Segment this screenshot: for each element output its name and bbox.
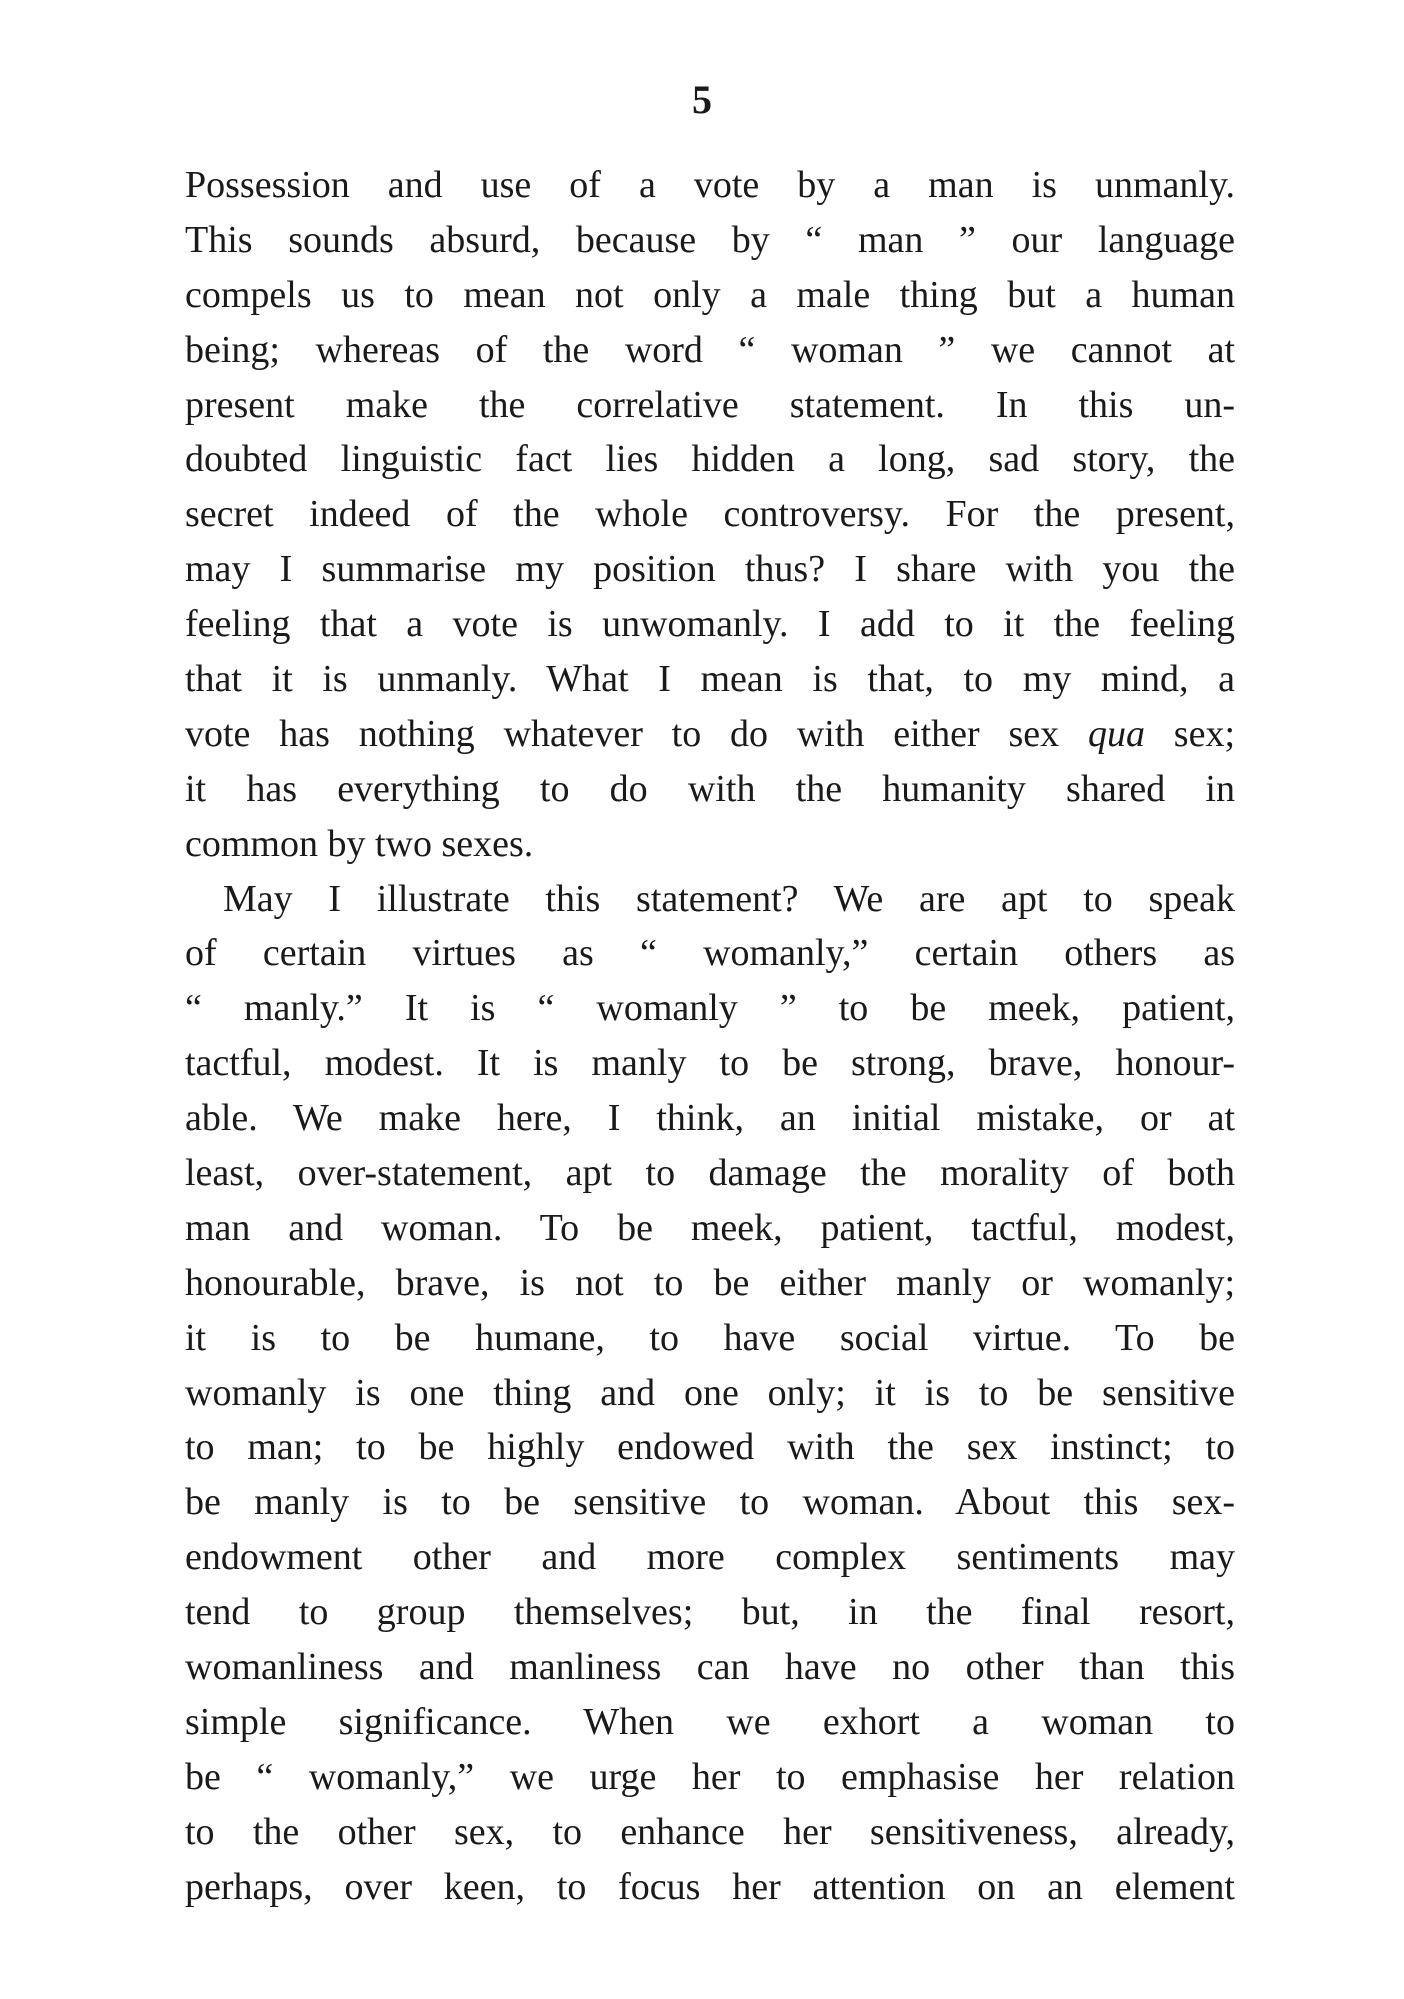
text-line: man and woman. To be meek, patient, tactful, modest, [185, 1206, 1235, 1249]
text-line: able. We make here, I think, an initial mistake, or at [185, 1097, 1235, 1140]
text-line: it has everything to do with the humanity shared in [185, 767, 1235, 810]
text-line: vote has nothing whatever to do with either sex qua sex; [185, 712, 1236, 755]
text-line: This sounds absurd, because by “ man ” our language [185, 218, 1235, 261]
text-line: simple significance. When we exhort a woman to [185, 1700, 1235, 1743]
text-line: least, over-statement, apt to damage the morality of both [185, 1152, 1235, 1195]
text-line: that it is unmanly. What I mean is that, to my mind, a [185, 658, 1235, 701]
text-line: perhaps, over keen, to focus her attention on an element [185, 1865, 1235, 1908]
text-line: to the other sex, to enhance her sensitiveness, already, [185, 1810, 1235, 1853]
text-line: common by two sexes. [185, 822, 534, 865]
page-number: 5 [692, 77, 712, 122]
text-line: compels us to mean not only a male thing but a human [185, 273, 1235, 316]
text-line: feeling that a vote is unwomanly. I add to it the feeling [185, 603, 1235, 646]
text-line: of certain virtues as “ womanly,” certain others as [185, 932, 1235, 975]
text-line: honourable, brave, is not to be either manly or womanly; [185, 1261, 1235, 1304]
text-line: present make the correlative statement. In this un- [185, 383, 1235, 426]
text-line: womanly is one thing and one only; it is to be sensitive [185, 1371, 1235, 1414]
text-line: be manly is to be sensitive to woman. About this sex- [185, 1481, 1235, 1524]
text-line: tactful, modest. It is manly to be strong, brave, honour- [185, 1042, 1235, 1085]
text-line: May I illustrate this statement? We are apt to speak [223, 877, 1235, 920]
text-line: may I summarise my position thus? I share with you the [185, 548, 1235, 591]
text-line: womanliness and manliness can have no other than this [185, 1646, 1235, 1689]
text-line: doubted linguistic fact lies hidden a long, sad story, the [185, 438, 1235, 481]
text-line: secret indeed of the whole controversy. For the present, [185, 493, 1235, 536]
text-line: “ manly.” It is “ womanly ” to be meek, patient, [185, 987, 1235, 1030]
text-line: being; whereas of the word “ woman ” we cannot at [185, 328, 1235, 371]
text-line: Possession and use of a vote by a man is unmanly. [185, 164, 1235, 206]
text-line: tend to group themselves; but, in the final resort, [185, 1591, 1235, 1634]
text-line: be “ womanly,” we urge her to emphasise her relation [185, 1755, 1235, 1798]
italic-word: qua [1087, 712, 1145, 755]
text-line: it is to be humane, to have social virtue. To be [185, 1316, 1235, 1359]
text-line: endowment other and more complex sentiments may [185, 1536, 1235, 1579]
text-line: to man; to be highly endowed with the sex instinct; to [185, 1426, 1235, 1469]
body-text [185, 158, 1235, 1915]
